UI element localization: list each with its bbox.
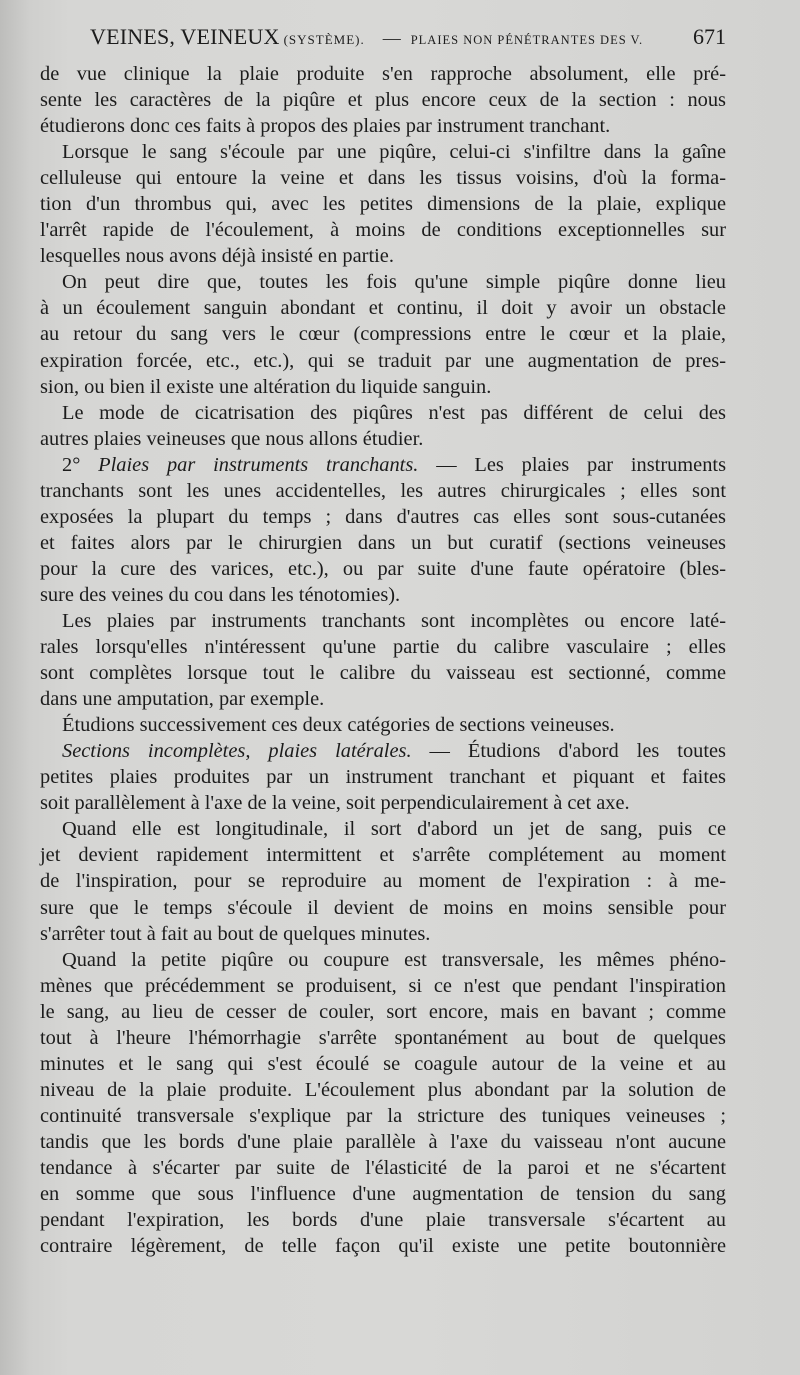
line-text: rales lorsqu'elles n'intéressent qu'une partie du calibre vasculaire ; elles	[40, 636, 726, 659]
line-text: étudierons donc ces faits à propos des plaies par instrument tranchant.	[40, 115, 611, 138]
text-line	[40, 504, 726, 530]
line-text: Les plaies par instruments tranchants sont incomplètes ou encore laté-	[62, 609, 726, 632]
running-header	[90, 24, 726, 50]
line-text: expiration forcée, etc., etc.), qui se traduit par une augmentation de pres-	[40, 349, 726, 372]
line-text: niveau de la plaie produite. L'écoulement plus abondant par la solution de	[40, 1078, 726, 1101]
line-text: Quand elle est longitudinale, il sort d'abord un jet de sang, puis ce	[62, 818, 726, 841]
text-line	[40, 999, 726, 1025]
line-text: en somme que sous l'influence d'une augmentation de tension du sang	[40, 1183, 726, 1206]
line-text: Lorsque le sang s'écoule par une piqûre, celui-ci s'infiltre dans la gaîne	[62, 141, 726, 164]
text-line	[40, 269, 726, 295]
text-line	[40, 530, 726, 556]
line-text: petites plaies produites par un instrument tranchant et piquant et faites	[40, 766, 726, 789]
line-text: contraire légèrement, de telle façon qu'il existe une petite boutonnière	[40, 1235, 726, 1258]
text-line	[40, 243, 726, 269]
text-line	[40, 764, 726, 790]
text-line	[40, 608, 726, 634]
header-title: VEINES, VEINEUX	[90, 24, 280, 49]
text-line	[40, 712, 726, 738]
line-text: Quand la petite piqûre ou coupure est transversale, les mêmes phéno-	[62, 948, 726, 971]
text-line	[40, 295, 726, 321]
text-line	[40, 1207, 726, 1233]
line-text: sont complètes lorsque tout le calibre du vaisseau est sectionné, comme	[40, 662, 726, 685]
line-text: continuité transversale s'explique par la stricture des tuniques veineuses ;	[40, 1104, 726, 1127]
header-dash: —	[382, 28, 401, 48]
line-text: sure des veines du cou dans les ténotomies).	[40, 583, 401, 606]
line-text: sente les caractères de la piqûre et plus encore ceux de la section : nous	[40, 89, 726, 112]
line-text: pendant l'expiration, les bords d'une plaie transversale s'écartent au	[40, 1209, 726, 1232]
text-line	[40, 947, 726, 973]
text-line	[40, 738, 726, 764]
line-text: s'arrêter tout à fait au bout de quelques minutes.	[40, 922, 431, 945]
line-text: lesquelles nous avons déjà insisté en partie.	[40, 245, 394, 268]
section-heading: Sections incomplètes, plaies latérales.	[62, 740, 412, 763]
line-text: à un écoulement sanguin abondant et continu, il doit y avoir un obstacle	[40, 297, 726, 320]
text-line	[40, 374, 726, 400]
text-line	[40, 1181, 726, 1207]
line-text: Étudions successivement ces deux catégories de sections veineuses.	[62, 714, 615, 737]
line-text: sure que le temps s'écoule il devient de moins en moins sensible pour	[40, 896, 726, 919]
line-text: — Étudions d'abord les toutes	[411, 740, 726, 763]
header-subtitle: PLAIES NON PÉNÉTRANTES DES V.	[410, 33, 644, 47]
text-line	[40, 348, 726, 374]
text-line	[40, 842, 726, 868]
line-text: pour la cure des varices, etc.), ou par suite d'une faute opératoire (bles-	[40, 557, 726, 580]
text-line	[40, 1077, 726, 1103]
text-line	[40, 452, 726, 478]
page-number: 671	[693, 24, 726, 49]
text-line	[40, 790, 726, 816]
text-line	[40, 973, 726, 999]
line-text: tendance à s'écarter par suite de l'élasticité de la paroi et ne s'écartent	[40, 1156, 726, 1179]
text-line	[40, 1051, 726, 1077]
text-line	[40, 61, 726, 87]
line-text: — Les plaies par instruments	[418, 453, 727, 476]
line-text: jet devient rapidement intermittent et s'arrête complétement au moment	[40, 844, 726, 867]
line-text: exposées la plupart du temps ; dans d'autres cas elles sont sous-cutanées	[40, 505, 726, 528]
line-text: sion, ou bien il existe une altération du liquide sanguin.	[40, 375, 492, 398]
line-text: tion d'un thrombus qui, avec les petites dimensions de la plaie, explique	[40, 193, 726, 216]
text-line	[40, 321, 726, 347]
text-line	[40, 191, 726, 217]
text-line	[40, 1155, 726, 1181]
text-line	[40, 87, 726, 113]
line-text: tandis que les bords d'une plaie parallèle à l'axe du vaisseau n'ont aucune	[40, 1130, 726, 1153]
line-text: On peut dire que, toutes les fois qu'une simple piqûre donne lieu	[62, 271, 726, 294]
text-line	[40, 686, 726, 712]
line-text: autres plaies veineuses que nous allons étudier.	[40, 427, 424, 450]
text-line	[40, 582, 726, 608]
text-line	[40, 165, 726, 191]
line-text: au retour du sang vers le cœur (compressions entre le cœur et la plaie,	[40, 323, 726, 346]
text-line	[40, 921, 726, 947]
text-line	[40, 895, 726, 921]
line-text: de vue clinique la plaie produite s'en rapproche absolument, elle pré-	[40, 63, 726, 85]
line-text: minutes et le sang qui s'est écoulé se coagule autour de la veine et au	[40, 1052, 726, 1075]
text-line	[40, 660, 726, 686]
body-text	[40, 61, 726, 1259]
text-line	[40, 426, 726, 452]
line-text: le sang, au lieu de cesser de couler, sort encore, mais en bavant ; comme	[40, 1000, 726, 1023]
line-text: celluleuse qui entoure la veine et dans les tissus voisins, d'où la forma-	[40, 167, 726, 190]
line-text: tranchants sont les unes accidentelles, les autres chirurgicales ; elles sont	[40, 479, 726, 502]
text-line	[40, 139, 726, 165]
text-line	[40, 1025, 726, 1051]
line-text: Le mode de cicatrisation des piqûres n'est pas différent de celui des	[62, 401, 726, 424]
line-text: soit parallèlement à l'axe de la veine, soit perpendiculairement à cet axe.	[40, 792, 630, 815]
text-line	[40, 217, 726, 243]
text-line	[40, 634, 726, 660]
section-heading: Plaies par instruments tranchants.	[98, 453, 419, 476]
line-text: l'arrêt rapide de l'écoulement, à moins de conditions exceptionnelles sur	[40, 219, 726, 242]
header-system: (SYSTÈME).	[283, 32, 365, 47]
text-line	[40, 816, 726, 842]
text-line	[40, 556, 726, 582]
section-number: 2°	[62, 453, 99, 476]
text-line	[40, 400, 726, 426]
text-line	[40, 1103, 726, 1129]
line-text: et faites alors par le chirurgien dans un but curatif (sections veineuses	[40, 531, 726, 554]
line-text: mènes que précédemment se produisent, si ce n'est que pendant l'inspiration	[40, 974, 726, 997]
text-line	[40, 1129, 726, 1155]
text-line	[40, 868, 726, 894]
text-line	[40, 1233, 726, 1259]
line-text: dans une amputation, par exemple.	[40, 688, 325, 711]
text-line	[40, 478, 726, 504]
text-line	[40, 113, 726, 139]
line-text: tout à l'heure l'hémorrhagie s'arrête spontanément au bout de quelques	[40, 1026, 726, 1049]
line-text: de l'inspiration, pour se reproduire au moment de l'expiration : à me-	[40, 870, 726, 893]
